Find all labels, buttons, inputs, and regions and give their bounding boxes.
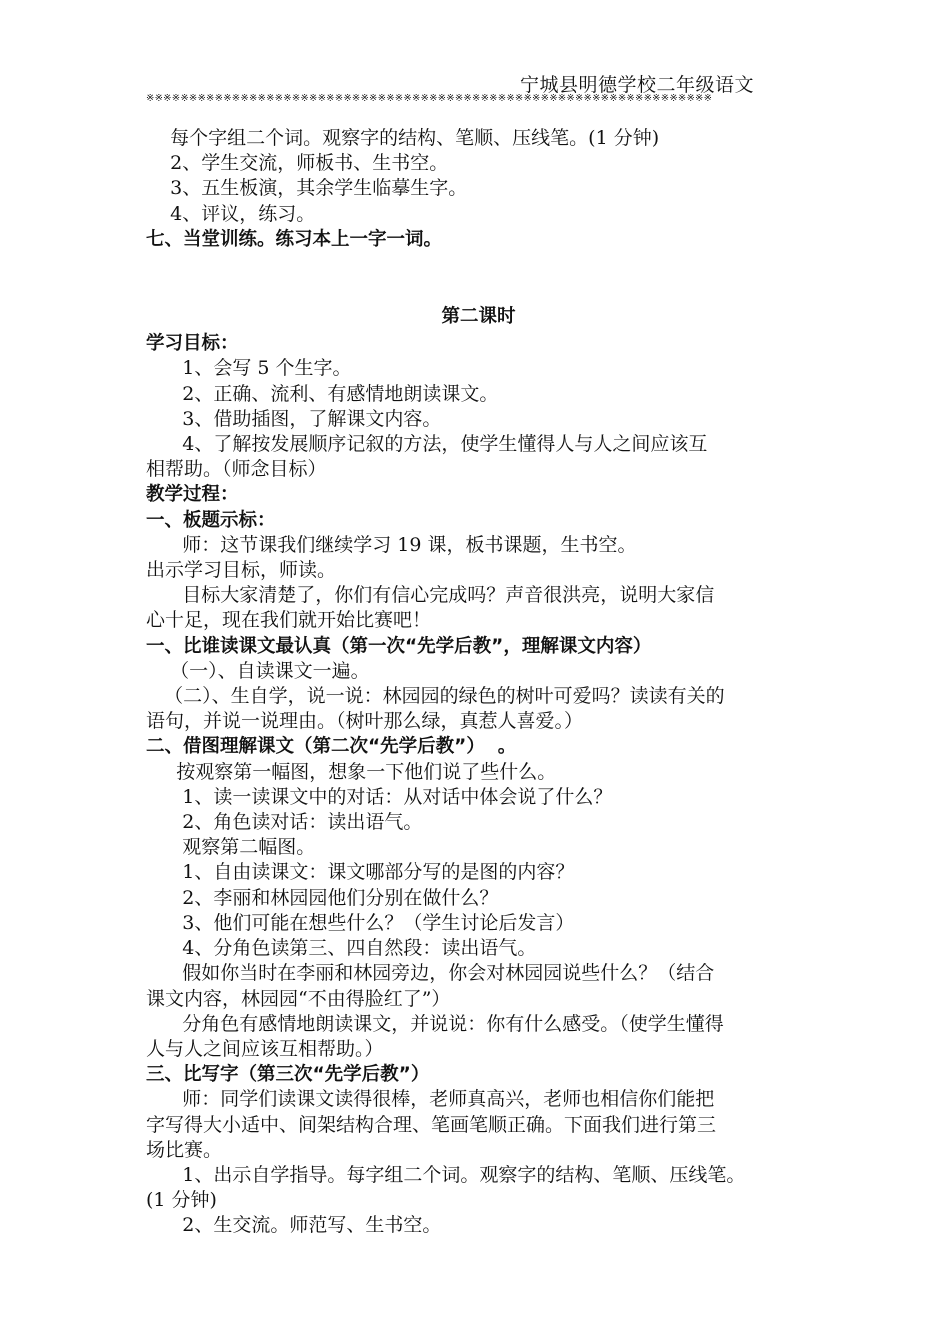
- text-line: 场比赛。: [146, 1138, 223, 1161]
- text-line: （二）、生自学，说一说：林园园的绿色的树叶可爱吗？读读有关的: [146, 685, 725, 708]
- text-line: 观察第二幅图。: [146, 836, 316, 859]
- text-line: 按观察第一幅图，想象一下他们说了些什么。: [146, 760, 557, 783]
- text-line: 1、会写 5 个生字。: [146, 357, 352, 380]
- section-heading: 一、板题示标：: [146, 509, 276, 531]
- text-line: 每个字组二个词。观察字的结构、笔顺、压线笔。(1 分钟): [146, 127, 660, 149]
- text-line: 3、五生板演，其余学生临摹生字。: [146, 177, 468, 200]
- text-line: 2、生交流。师范写、生书空。: [146, 1214, 442, 1237]
- text-line: 出示学习目标，师读。: [146, 559, 337, 582]
- text-line: 3、他们可能在想些什么？（学生讨论后发言）: [146, 911, 575, 934]
- text-line: 假如你当时在李丽和林园旁边，你会对林园园说些什么？（结合: [146, 962, 715, 985]
- text-line: 2、角色读对话：读出语气。: [146, 811, 423, 834]
- section-heading: 学习目标：: [146, 333, 239, 355]
- text-line: 1、自由读课文：课文哪部分写的是图的内容？: [146, 861, 575, 884]
- header-divider: ※※※※※※※※※※※※※※※※※※※※※※※※※※※※※※※※※※※※※※※※※※※※※※※※※※※※※※※※※※※※※※※※※※: [146, 94, 713, 104]
- text-line: (1 分钟): [146, 1189, 217, 1212]
- text-line: （一）、自读课文一遍。: [146, 659, 370, 682]
- text-line: 2、学生交流，师板书、生书空。: [146, 152, 449, 175]
- text-line: 目标大家清楚了，你们有信心完成吗？声音很洪亮，说明大家信: [146, 584, 715, 607]
- text-line: 语句，并说一说理由。（树叶那么绿，真惹人喜爱。）: [146, 710, 584, 733]
- text-line: 字写得大小适中、间架结构合理、笔画笔顺正确。下面我们进行第三: [146, 1113, 717, 1136]
- section-heading: 七、当堂训练。练习本上一字一词。: [146, 228, 443, 250]
- text-line: 分角色有感情地朗读课文，并说说：你有什么感受。（使学生懂得: [146, 1012, 724, 1035]
- section-heading: 教学过程：: [146, 484, 239, 506]
- text-line: 2、正确、流利、有感情地朗读课文。: [146, 382, 499, 405]
- text-line: 人与人之间应该互相帮助。）: [146, 1037, 384, 1060]
- document-body: [146, 126, 811, 1239]
- text-line: 1、出示自学指导。每字组二个词。观察字的结构、笔顺、压线笔。: [146, 1163, 746, 1186]
- section-heading: 二、借图理解课文（第二次“先学后教”） 。: [146, 736, 517, 758]
- text-line: 4、评议，练习。: [146, 202, 316, 225]
- text-line: 师：这节课我们继续学习 19 课，板书课题，生书空。: [146, 533, 637, 556]
- text-line: 3、借助插图，了解课文内容。: [146, 407, 442, 430]
- text-line: 4、分角色读第三、四自然段：读出语气。: [146, 937, 537, 960]
- lesson-title: 第二课时: [441, 306, 516, 328]
- text-line: 心十足，现在我们就开始比赛吧！: [146, 609, 432, 632]
- section-heading: 三、比写字（第三次“先学后教”）: [146, 1064, 430, 1086]
- section-heading: 一、比谁读课文最认真（第一次“先学后教”，理解课文内容）: [146, 635, 652, 657]
- text-line: 相帮助。（师念目标）: [146, 458, 327, 481]
- text-line: 师：同学们读课文读得很棒，老师真高兴，老师也相信你们能把: [146, 1088, 715, 1111]
- text-line: 2、李丽和林园园他们分别在做什么？: [146, 886, 499, 909]
- text-line: 1、读一读课文中的对话：从对话中体会说了什么？: [146, 785, 613, 808]
- text-line: 课文内容，林园园“不由得脸红了”）: [146, 987, 451, 1010]
- text-line: 4、了解按发展顺序记叙的方法，使学生懂得人与人之间应该互: [146, 433, 708, 456]
- header-title: 宁城县明德学校二年级语文: [520, 74, 755, 96]
